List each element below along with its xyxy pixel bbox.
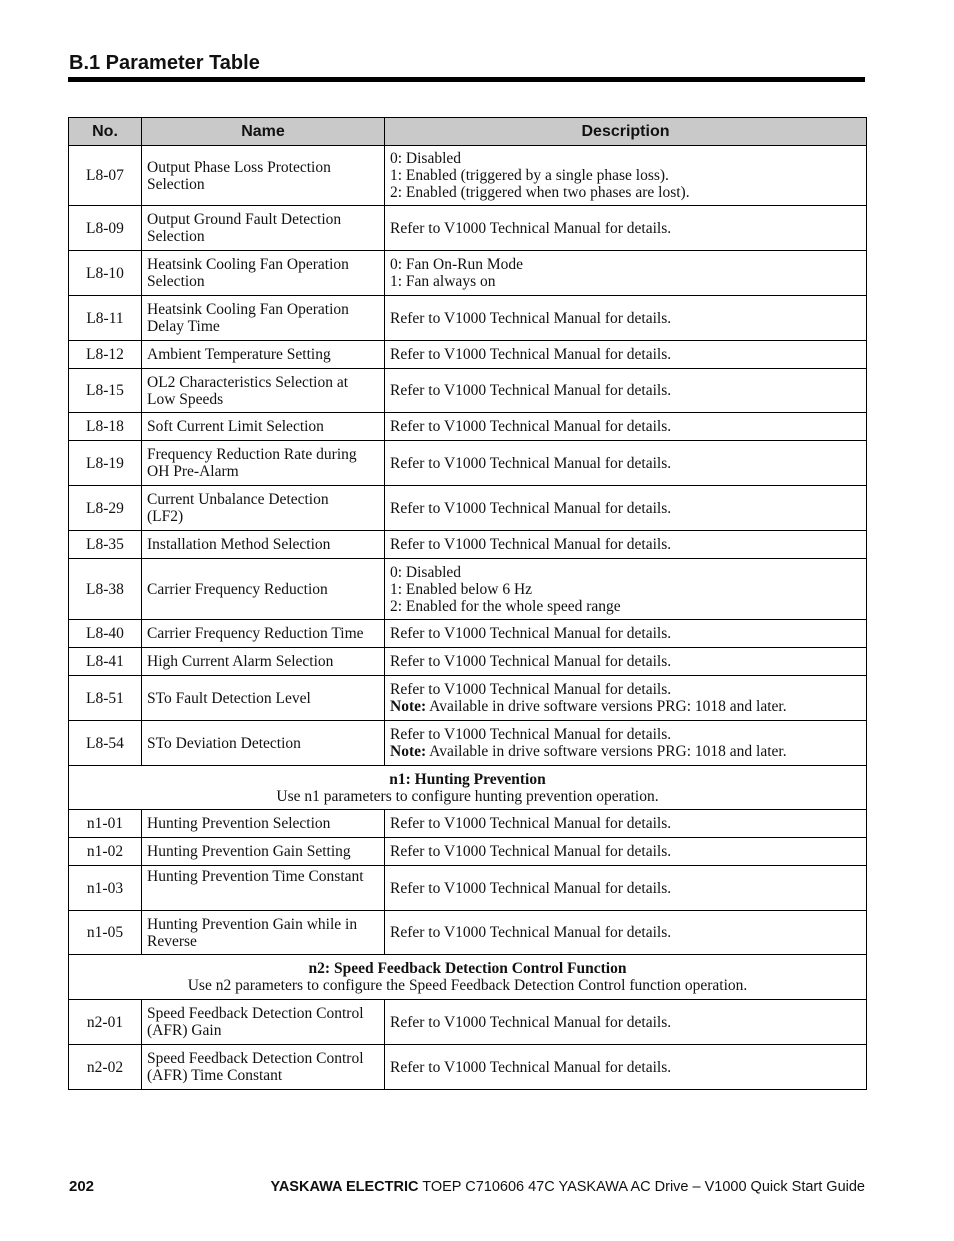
parameter-number: L8-54 [69, 721, 142, 766]
table-row [69, 341, 867, 369]
table-row [69, 441, 867, 486]
column-header-description: Description [385, 118, 867, 146]
parameter-description [385, 369, 867, 413]
description-line: Refer to V1000 Technical Manual for details. [390, 382, 672, 399]
parameter-description [385, 296, 867, 341]
parameter-name-line: Output Ground Fault Detection [147, 211, 342, 228]
parameter-name-line: Heatsink Cooling Fan Operation [147, 256, 349, 273]
parameter-description [385, 838, 867, 866]
parameter-name [142, 486, 385, 531]
parameter-name-line: Delay Time [147, 318, 220, 335]
description-line: Refer to V1000 Technical Manual for details. [390, 625, 672, 642]
parameter-name-line: STo Fault Detection Level [147, 689, 311, 707]
parameter-name-line: Carrier Frequency Reduction Time [147, 625, 364, 642]
description-line: Refer to V1000 Technical Manual for details. [390, 815, 672, 832]
parameter-number: n1-03 [69, 866, 142, 911]
parameter-name [142, 413, 385, 441]
parameter-description [385, 810, 867, 838]
table-row [69, 721, 867, 766]
parameter-name-line: OL2 Characteristics Selection at [147, 373, 349, 391]
parameter-number: n1-05 [69, 911, 142, 955]
description-line: Refer to V1000 Technical Manual for details. [390, 726, 672, 743]
parameter-description [385, 620, 867, 648]
parameter-name-line: Hunting Prevention Gain while in [147, 915, 358, 933]
parameter-number: L8-38 [69, 559, 142, 620]
description-line: 0: Disabled [390, 563, 462, 581]
parameter-name-line: Hunting Prevention Time Constant [147, 868, 364, 885]
description-line: Refer to V1000 Technical Manual for details. [390, 418, 672, 435]
parameter-description [385, 251, 867, 296]
description-line: 1: Enabled below 6 Hz [390, 580, 533, 598]
parameter-name-line: Output Phase Loss Protection [147, 158, 331, 176]
table-row [69, 911, 867, 955]
parameter-name-line: Current Unbalance Detection [147, 491, 329, 508]
parameter-name [142, 676, 385, 721]
parameter-description [385, 441, 867, 486]
parameter-number: n1-01 [69, 810, 142, 838]
table-row [69, 531, 867, 559]
description-line: Refer to V1000 Technical Manual for details. [390, 924, 672, 941]
parameter-table [68, 117, 867, 1090]
parameter-name-line: High Current Alarm Selection [147, 653, 334, 670]
parameter-number: L8-09 [69, 206, 142, 251]
parameter-description [385, 486, 867, 531]
parameter-number: L8-29 [69, 486, 142, 531]
parameter-name [142, 620, 385, 648]
parameter-name-line: (AFR) Time Constant [147, 1067, 283, 1084]
parameter-description [385, 1000, 867, 1045]
parameter-number: n2-01 [69, 1000, 142, 1045]
table-row [69, 838, 867, 866]
parameter-name [142, 296, 385, 341]
parameter-name-line: Selection [147, 273, 205, 290]
description-line: Refer to V1000 Technical Manual for details. [390, 219, 672, 237]
parameter-number: n1-02 [69, 838, 142, 866]
table-row [69, 296, 867, 341]
parameter-number: L8-12 [69, 341, 142, 369]
parameter-description [385, 559, 867, 620]
description-line: 2: Enabled (triggered when two phases are lost). [390, 184, 690, 201]
table-row [69, 486, 867, 531]
section-header-title: n1: Hunting Prevention [389, 770, 546, 788]
section-title: B.1 Parameter Table [69, 52, 260, 74]
parameter-description [385, 341, 867, 369]
parameter-description [385, 911, 867, 955]
footer-text [271, 1179, 866, 1195]
parameter-description [385, 206, 867, 251]
parameter-name [142, 531, 385, 559]
parameter-name-line: OH Pre-Alarm [147, 463, 239, 480]
section-header-row [69, 766, 867, 810]
parameter-name [142, 1000, 385, 1045]
description-line: Refer to V1000 Technical Manual for details. [390, 1058, 672, 1076]
parameter-description [385, 1045, 867, 1090]
parameter-name [142, 341, 385, 369]
parameter-name [142, 911, 385, 955]
table-row [69, 206, 867, 251]
section-divider [68, 77, 865, 82]
parameter-name [142, 441, 385, 486]
parameter-name-line: Reverse [147, 932, 197, 950]
parameter-number: L8-40 [69, 620, 142, 648]
table-row [69, 648, 867, 676]
parameter-number: L8-15 [69, 369, 142, 413]
parameter-description [385, 413, 867, 441]
parameter-name [142, 146, 385, 206]
parameter-name-line: Hunting Prevention Selection [147, 815, 331, 832]
table-row [69, 251, 867, 296]
parameter-name-line: STo Deviation Detection [147, 734, 301, 752]
parameter-name-line: Hunting Prevention Gain Setting [147, 843, 351, 860]
description-line: Refer to V1000 Technical Manual for details. [390, 879, 672, 897]
parameter-name-line: Soft Current Limit Selection [147, 418, 324, 435]
parameter-name-line: Selection [147, 228, 205, 245]
description-line: Refer to V1000 Technical Manual for details. [390, 1013, 672, 1031]
parameter-name-line: Low Speeds [147, 390, 224, 408]
parameter-number: L8-07 [69, 146, 142, 206]
section-header-cell [69, 766, 867, 810]
table-row [69, 559, 867, 620]
parameter-name-line: Heatsink Cooling Fan Operation [147, 301, 349, 318]
parameter-name [142, 369, 385, 413]
description-note [390, 743, 861, 760]
parameter-name-line: (AFR) Gain [147, 1022, 222, 1039]
description-line: Refer to V1000 Technical Manual for details. [390, 681, 672, 698]
description-line: 0: Disabled [390, 150, 462, 167]
section-header-subtitle: Use n1 parameters to configure hunting prevention operation. [276, 787, 659, 805]
parameter-name-line: Selection [147, 175, 205, 193]
section-header-cell [69, 955, 867, 1000]
parameter-description [385, 146, 867, 206]
parameter-description [385, 531, 867, 559]
note-text: Available in drive software versions PRG: 1018 and later. [426, 698, 787, 715]
parameter-name [142, 866, 385, 911]
description-line: Refer to V1000 Technical Manual for details. [390, 454, 672, 472]
table-body [69, 146, 867, 1090]
parameter-name [142, 251, 385, 296]
description-line: Refer to V1000 Technical Manual for details. [390, 843, 672, 860]
parameter-description [385, 648, 867, 676]
parameter-number: L8-11 [69, 296, 142, 341]
table-row [69, 413, 867, 441]
parameter-number: n2-02 [69, 1045, 142, 1090]
table-row [69, 1000, 867, 1045]
table-row [69, 620, 867, 648]
parameter-number: L8-19 [69, 441, 142, 486]
description-line: Refer to V1000 Technical Manual for details. [390, 653, 672, 670]
parameter-name-line: Carrier Frequency Reduction [147, 580, 328, 598]
footer-document-title: TOEP C710606 47C YASKAWA AC Drive – V1000 Quick Start Guide [418, 1179, 865, 1195]
footer-brand: YASKAWA ELECTRIC [270, 1179, 419, 1195]
description-line: Refer to V1000 Technical Manual for details. [390, 346, 672, 363]
parameter-description [385, 676, 867, 721]
description-line: 2: Enabled for the whole speed range [390, 597, 621, 615]
parameter-number: L8-41 [69, 648, 142, 676]
parameter-name-line: Installation Method Selection [147, 536, 331, 553]
parameter-name [142, 206, 385, 251]
parameter-name-line: Speed Feedback Detection Control [147, 1050, 364, 1067]
note-text: Available in drive software versions PRG: 1018 and later. [426, 743, 787, 760]
parameter-name-line: Speed Feedback Detection Control [147, 1005, 364, 1022]
description-line: Refer to V1000 Technical Manual for details. [390, 309, 672, 327]
parameter-name [142, 559, 385, 620]
table-row [69, 146, 867, 206]
section-header-subtitle: Use n2 parameters to configure the Speed Feedback Detection Control function operation. [187, 977, 748, 994]
description-line: 1: Enabled (triggered by a single phase loss). [390, 167, 669, 184]
parameter-name-line: Ambient Temperature Setting [147, 346, 331, 363]
description-line: Refer to V1000 Technical Manual for details. [390, 499, 672, 517]
table-row [69, 676, 867, 721]
parameter-number: L8-18 [69, 413, 142, 441]
description-line: 0: Fan On-Run Mode [390, 256, 524, 273]
parameter-description [385, 866, 867, 911]
parameter-name [142, 810, 385, 838]
parameter-name [142, 838, 385, 866]
parameter-name [142, 721, 385, 766]
parameter-name [142, 1045, 385, 1090]
table-row [69, 1045, 867, 1090]
table-row [69, 810, 867, 838]
parameter-name [142, 648, 385, 676]
section-header-row [69, 955, 867, 1000]
column-header-name: Name [142, 118, 385, 146]
parameter-name-line: Frequency Reduction Rate during [147, 446, 357, 463]
parameter-number: L8-51 [69, 676, 142, 721]
description-line: 1: Fan always on [390, 273, 496, 290]
parameter-number: L8-10 [69, 251, 142, 296]
page-number: 202 [69, 1178, 95, 1195]
description-note [390, 698, 861, 715]
column-header-no: No. [69, 118, 142, 146]
parameter-number: L8-35 [69, 531, 142, 559]
parameter-description [385, 721, 867, 766]
section-header-title: n2: Speed Feedback Detection Control Function [308, 960, 627, 977]
table-header-row [69, 118, 867, 146]
table-row [69, 866, 867, 911]
table-row [69, 369, 867, 413]
note-label: Note: [390, 743, 427, 760]
note-label: Note: [390, 698, 427, 715]
description-line: Refer to V1000 Technical Manual for details. [390, 536, 672, 553]
parameter-name-line: (LF2) [147, 508, 184, 525]
